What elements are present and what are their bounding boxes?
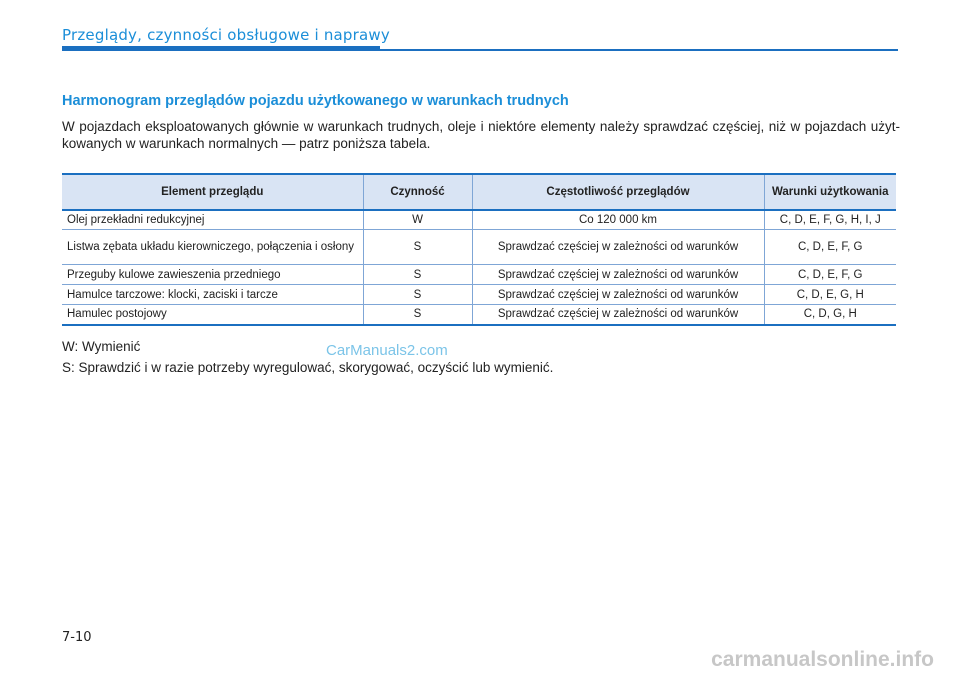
cell-conditions: C, D, E, F, G: [764, 265, 896, 285]
cell-item: Hamulec postojowy: [62, 305, 363, 325]
cell-item: Listwa zębata układu kierowniczego, połączenia i osłony: [62, 230, 363, 265]
cell-frequency: Sprawdzać częściej w zależności od warunków: [472, 285, 764, 305]
header-cell-frequency: Częstotliwość przeglądów: [472, 174, 764, 210]
cell-action: W: [363, 210, 472, 230]
cell-item: Olej przekładni redukcyjnej: [62, 210, 363, 230]
watermark-carmanuals2: CarManuals2.com: [326, 342, 448, 359]
cell-action: S: [363, 265, 472, 285]
intro-paragraph: W pojazdach eksploatowanych głównie w warunkach trudnych, oleje i niektóre elementy należy sprawdzać częściej, niż w pojazdach użyt-kowanych w warunkach normalnych — patrz poniższa tabela.: [62, 119, 900, 151]
cell-action: S: [363, 305, 472, 325]
maintenance-table: [62, 173, 896, 326]
chapter-rule-thick: [62, 46, 380, 51]
table-row: [62, 265, 896, 285]
cell-frequency: Sprawdzać częściej w zależności od warunków: [472, 305, 764, 325]
cell-frequency: Sprawdzać częściej w zależności od warunków: [472, 230, 764, 265]
chapter-rule-thin: [380, 49, 898, 51]
cell-conditions: C, D, G, H: [764, 305, 896, 325]
cell-action: S: [363, 285, 472, 305]
page-number: 7-10: [62, 630, 92, 645]
table-row: [62, 285, 896, 305]
cell-conditions: C, D, E, F, G, H, I, J: [764, 210, 896, 230]
cell-item: Przeguby kulowe zawieszenia przedniego: [62, 265, 363, 285]
section-heading: Harmonogram przeglądów pojazdu użytkowanego w warunkach trudnych: [62, 93, 569, 109]
cell-conditions: C, D, E, G, H: [764, 285, 896, 305]
watermark-carmanualsonline: carmanualsonline.info: [711, 648, 934, 671]
cell-item: Hamulce tarczowe: klocki, zaciski i tarcze: [62, 285, 363, 305]
cell-action: S: [363, 230, 472, 265]
cell-frequency: Co 120 000 km: [472, 210, 764, 230]
table-row: [62, 305, 896, 325]
chapter-title: Przeglądy, czynności obsługowe i naprawy: [62, 26, 390, 44]
legend-replace: W: Wymienić: [62, 339, 141, 354]
cell-frequency: Sprawdzać częściej w zależności od warunków: [472, 265, 764, 285]
header-cell-conditions: Warunki użytkowania: [764, 174, 896, 210]
legend-inspect: S: Sprawdzić i w razie potrzeby wyregulować, skorygować, oczyścić lub wymienić.: [62, 360, 554, 375]
header-cell-action: Czynność: [363, 174, 472, 210]
header-cell-item: Element przeglądu: [62, 174, 363, 210]
table-row: [62, 210, 896, 230]
table-header-row: [62, 174, 896, 210]
table-row: [62, 230, 896, 265]
cell-conditions: C, D, E, F, G: [764, 230, 896, 265]
